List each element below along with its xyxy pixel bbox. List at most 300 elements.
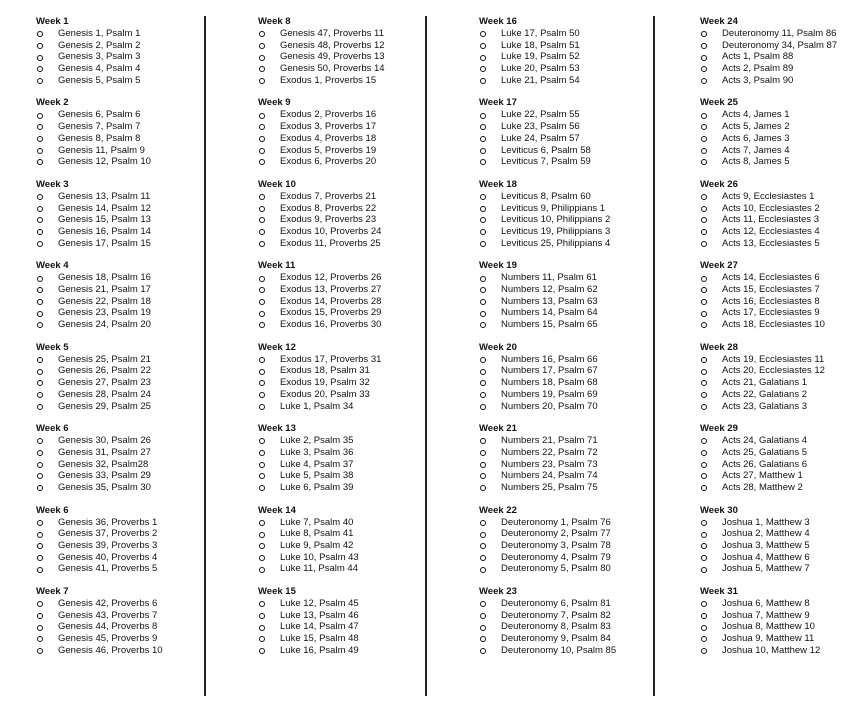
reading-text: Deuteronomy 5, Psalm 80 [501, 563, 611, 575]
reading-text: Luke 6, Psalm 39 [280, 481, 354, 493]
hollow-circle-bullet-icon [259, 567, 265, 573]
reading-item [479, 621, 647, 633]
hollow-circle-bullet-icon [480, 287, 486, 293]
reading-item [258, 552, 418, 564]
reading-text: Genesis 11, Psalm 9 [58, 144, 145, 156]
week-heading: Week 6 [36, 504, 69, 516]
reading-text: Luke 4, Psalm 37 [280, 458, 354, 470]
hollow-circle-bullet-icon [480, 357, 486, 363]
hollow-circle-bullet-icon [701, 532, 707, 538]
hollow-circle-bullet-icon [259, 462, 265, 468]
reading-item [479, 133, 647, 145]
reading-item [479, 191, 647, 203]
reading-text: Genesis 43, Proverbs 7 [58, 609, 158, 621]
reading-text: Leviticus 10, Philippians 2 [501, 214, 611, 226]
hollow-circle-bullet-icon [480, 636, 486, 642]
reading-text: Joshua 10, Matthew 12 [722, 644, 821, 656]
reading-text: Deuteronomy 4, Psalm 79 [501, 551, 611, 563]
reading-item [258, 191, 418, 203]
hollow-circle-bullet-icon [259, 357, 265, 363]
reading-list [36, 598, 196, 656]
reading-text: Genesis 15, Psalm 13 [58, 214, 151, 226]
reading-text: Genesis 22, Psalm 18 [58, 295, 151, 307]
week-block [700, 260, 848, 330]
hollow-circle-bullet-icon [259, 124, 265, 130]
reading-list [479, 517, 647, 575]
reading-item [479, 517, 647, 529]
hollow-circle-bullet-icon [37, 311, 43, 317]
hollow-circle-bullet-icon [480, 217, 486, 223]
hollow-circle-bullet-icon [701, 78, 707, 84]
week-heading: Week 16 [479, 16, 517, 27]
hollow-circle-bullet-icon [701, 520, 707, 526]
reading-item [700, 28, 848, 40]
reading-item [700, 401, 848, 413]
reading-item [258, 563, 418, 575]
reading-item [700, 319, 848, 331]
hollow-circle-bullet-icon [480, 555, 486, 561]
reading-item [700, 40, 848, 52]
reading-item [479, 470, 647, 482]
reading-text: Luke 3, Psalm 36 [280, 446, 354, 458]
week-block [36, 423, 196, 493]
hollow-circle-bullet-icon [701, 392, 707, 398]
reading-item [700, 191, 848, 203]
reading-item [479, 28, 647, 40]
hollow-circle-bullet-icon [701, 322, 707, 328]
hollow-circle-bullet-icon [259, 392, 265, 398]
hollow-circle-bullet-icon [37, 43, 43, 49]
reading-item [479, 63, 647, 75]
hollow-circle-bullet-icon [480, 601, 486, 607]
hollow-circle-bullet-icon [37, 613, 43, 619]
reading-item [479, 435, 647, 447]
week-block [700, 423, 848, 493]
reading-text: Numbers 13, Psalm 63 [501, 295, 598, 307]
reading-item [258, 296, 418, 308]
week-block [479, 97, 647, 167]
week-block [700, 586, 848, 656]
week-block [36, 505, 196, 575]
reading-text: Genesis 48, Proverbs 12 [280, 39, 385, 51]
reading-item [479, 319, 647, 331]
reading-item [700, 598, 848, 610]
reading-item [479, 226, 647, 238]
reading-text: Luke 16, Psalm 49 [280, 644, 359, 656]
reading-text: Genesis 40, Proverbs 4 [58, 551, 158, 563]
hollow-circle-bullet-icon [259, 113, 265, 119]
reading-text: Genesis 14, Psalm 12 [58, 202, 151, 214]
reading-text: Deuteronomy 34, Psalm 87 [722, 39, 838, 51]
reading-item [258, 598, 418, 610]
hollow-circle-bullet-icon [259, 31, 265, 37]
reading-item [36, 296, 196, 308]
hollow-circle-bullet-icon [37, 241, 43, 247]
week-heading: Week 15 [258, 586, 296, 598]
reading-item [36, 51, 196, 63]
week-heading: Week 25 [700, 97, 738, 109]
hollow-circle-bullet-icon [37, 148, 43, 154]
hollow-circle-bullet-icon [259, 78, 265, 84]
reading-item [258, 401, 418, 413]
reading-item [700, 435, 848, 447]
hollow-circle-bullet-icon [701, 543, 707, 549]
hollow-circle-bullet-icon [37, 520, 43, 526]
hollow-circle-bullet-icon [480, 450, 486, 456]
week-heading: Week 31 [700, 586, 738, 598]
hollow-circle-bullet-icon [701, 636, 707, 642]
reading-list [700, 28, 848, 86]
reading-item [36, 307, 196, 319]
reading-list [479, 28, 647, 86]
hollow-circle-bullet-icon [701, 648, 707, 654]
week-heading: Week 1 [36, 16, 69, 27]
hollow-circle-bullet-icon [37, 194, 43, 200]
hollow-circle-bullet-icon [701, 485, 707, 491]
reading-item [479, 459, 647, 471]
reading-item [36, 121, 196, 133]
reading-item [36, 145, 196, 157]
hollow-circle-bullet-icon [259, 159, 265, 165]
reading-item [36, 133, 196, 145]
reading-text: Numbers 19, Psalm 69 [501, 388, 598, 400]
reading-list [700, 435, 848, 493]
reading-text: Genesis 46, Proverbs 10 [58, 644, 163, 656]
hollow-circle-bullet-icon [37, 124, 43, 130]
reading-item [258, 214, 418, 226]
week-block [36, 586, 196, 656]
reading-item [36, 109, 196, 121]
week-block [258, 16, 418, 86]
reading-text: Genesis 12, Psalm 10 [58, 156, 151, 168]
reading-text: Luke 13, Psalm 46 [280, 609, 359, 621]
hollow-circle-bullet-icon [701, 229, 707, 235]
reading-text: Luke 10, Psalm 43 [280, 551, 359, 563]
reading-item [479, 598, 647, 610]
reading-text: Exodus 11, Proverbs 25 [280, 237, 381, 249]
hollow-circle-bullet-icon [259, 543, 265, 549]
hollow-circle-bullet-icon [701, 567, 707, 573]
reading-item [479, 307, 647, 319]
reading-list [258, 272, 418, 330]
reading-item [700, 145, 848, 157]
reading-text: Genesis 24, Psalm 20 [58, 319, 151, 331]
hollow-circle-bullet-icon [701, 113, 707, 119]
reading-item [479, 377, 647, 389]
reading-text: Deuteronomy 10, Psalm 85 [501, 644, 617, 656]
reading-text: Genesis 37, Proverbs 2 [58, 528, 158, 540]
reading-item [258, 40, 418, 52]
reading-text: Exodus 9, Proverbs 23 [280, 214, 377, 226]
week-heading: Week 26 [700, 178, 738, 190]
reading-text: Acts 10, Ecclesiastes 2 [722, 202, 820, 214]
reading-list [36, 354, 196, 412]
reading-text: Numbers 24, Psalm 74 [501, 470, 598, 482]
reading-text: Acts 7, James 4 [722, 144, 790, 156]
week-heading: Week 2 [36, 97, 69, 109]
reading-list [700, 598, 848, 656]
reading-text: Acts 12, Ecclesiastes 4 [722, 225, 820, 237]
week-heading: Week 29 [700, 423, 738, 435]
reading-list [258, 517, 418, 575]
reading-item [700, 645, 848, 657]
reading-item [258, 621, 418, 633]
hollow-circle-bullet-icon [701, 450, 707, 456]
hollow-circle-bullet-icon [259, 555, 265, 561]
reading-text: Genesis 26, Psalm 22 [58, 365, 151, 377]
week-block [258, 423, 418, 493]
reading-item [258, 109, 418, 121]
hollow-circle-bullet-icon [259, 532, 265, 538]
week-block [700, 16, 848, 86]
reading-text: Genesis 23, Psalm 19 [58, 307, 151, 319]
hollow-circle-bullet-icon [37, 636, 43, 642]
column-divider [204, 16, 206, 696]
week-block [700, 342, 848, 412]
reading-text: Genesis 44, Proverbs 8 [58, 621, 158, 633]
reading-text: Acts 9, Ecclesiastes 1 [722, 190, 815, 202]
hollow-circle-bullet-icon [259, 229, 265, 235]
reading-item [36, 517, 196, 529]
hollow-circle-bullet-icon [37, 404, 43, 410]
hollow-circle-bullet-icon [701, 438, 707, 444]
hollow-circle-bullet-icon [480, 311, 486, 317]
reading-item [258, 203, 418, 215]
reading-item [700, 156, 848, 168]
reading-list [36, 28, 196, 86]
hollow-circle-bullet-icon [480, 532, 486, 538]
reading-list [258, 109, 418, 167]
reading-text: Acts 2, Psalm 89 [722, 63, 794, 75]
hollow-circle-bullet-icon [701, 124, 707, 130]
reading-text: Numbers 18, Psalm 68 [501, 377, 598, 389]
reading-text: Acts 23, Galatians 3 [722, 400, 808, 412]
hollow-circle-bullet-icon [701, 357, 707, 363]
hollow-circle-bullet-icon [259, 276, 265, 282]
reading-text: Luke 11, Psalm 44 [280, 563, 358, 575]
reading-item [258, 121, 418, 133]
week-heading: Week 3 [36, 178, 69, 190]
reading-list [258, 354, 418, 412]
reading-text: Exodus 7, Proverbs 21 [280, 190, 377, 202]
reading-list [700, 354, 848, 412]
week-block [479, 260, 647, 330]
week-heading: Week 4 [36, 260, 69, 272]
reading-text: Genesis 4, Psalm 4 [58, 63, 141, 75]
reading-item [479, 75, 647, 87]
hollow-circle-bullet-icon [480, 404, 486, 410]
reading-item [479, 633, 647, 645]
reading-item [258, 133, 418, 145]
hollow-circle-bullet-icon [701, 66, 707, 72]
reading-text: Deuteronomy 7, Psalm 82 [501, 609, 611, 621]
reading-item [700, 63, 848, 75]
hollow-circle-bullet-icon [37, 357, 43, 363]
reading-text: Genesis 35, Psalm 30 [58, 481, 151, 493]
reading-item [479, 389, 647, 401]
reading-item [479, 645, 647, 657]
hollow-circle-bullet-icon [480, 567, 486, 573]
hollow-circle-bullet-icon [480, 543, 486, 549]
reading-item [700, 238, 848, 250]
reading-item [36, 191, 196, 203]
reading-item [479, 145, 647, 157]
hollow-circle-bullet-icon [701, 55, 707, 61]
hollow-circle-bullet-icon [259, 194, 265, 200]
reading-item [700, 307, 848, 319]
reading-text: Leviticus 6, Psalm 58 [501, 144, 591, 156]
reading-item [479, 610, 647, 622]
reading-item [258, 307, 418, 319]
reading-item [700, 389, 848, 401]
reading-text: Numbers 21, Psalm 71 [501, 435, 598, 447]
week-block [36, 16, 196, 86]
reading-list [258, 435, 418, 493]
hollow-circle-bullet-icon [480, 66, 486, 72]
hollow-circle-bullet-icon [480, 276, 486, 282]
week-heading: Week 23 [479, 586, 517, 598]
reading-item [479, 552, 647, 564]
reading-text: Acts 13, Ecclesiastes 5 [722, 237, 820, 249]
reading-text: Joshua 8, Matthew 10 [722, 621, 815, 633]
reading-text: Acts 6, James 3 [722, 132, 790, 144]
hollow-circle-bullet-icon [37, 532, 43, 538]
reading-item [700, 272, 848, 284]
reading-item [258, 470, 418, 482]
week-block [36, 342, 196, 412]
hollow-circle-bullet-icon [701, 462, 707, 468]
reading-text: Numbers 17, Psalm 67 [501, 365, 598, 377]
reading-item [36, 365, 196, 377]
reading-item [36, 447, 196, 459]
reading-text: Luke 21, Psalm 54 [501, 74, 580, 86]
hollow-circle-bullet-icon [480, 369, 486, 375]
reading-item [479, 296, 647, 308]
reading-item [36, 226, 196, 238]
hollow-circle-bullet-icon [259, 450, 265, 456]
reading-text: Joshua 2, Matthew 4 [722, 528, 810, 540]
hollow-circle-bullet-icon [701, 31, 707, 37]
hollow-circle-bullet-icon [701, 380, 707, 386]
hollow-circle-bullet-icon [480, 159, 486, 165]
reading-text: Leviticus 8, Psalm 60 [501, 190, 591, 202]
reading-text: Luke 22, Psalm 55 [501, 109, 580, 121]
reading-text: Acts 21, Galatians 1 [722, 377, 808, 389]
reading-text: Acts 4, James 1 [722, 109, 790, 121]
week-block [479, 342, 647, 412]
reading-list [479, 109, 647, 167]
hollow-circle-bullet-icon [480, 392, 486, 398]
reading-item [36, 156, 196, 168]
reading-item [258, 633, 418, 645]
reading-item [479, 156, 647, 168]
reading-text: Exodus 18, Psalm 31 [280, 365, 370, 377]
hollow-circle-bullet-icon [37, 78, 43, 84]
week-heading: Week 20 [479, 341, 517, 353]
reading-text: Genesis 28, Psalm 24 [58, 388, 151, 400]
hollow-circle-bullet-icon [701, 625, 707, 631]
hollow-circle-bullet-icon [701, 311, 707, 317]
reading-item [258, 377, 418, 389]
reading-column-2 [258, 16, 418, 668]
hollow-circle-bullet-icon [259, 636, 265, 642]
reading-text: Genesis 42, Proverbs 6 [58, 598, 158, 610]
reading-item [700, 377, 848, 389]
reading-text: Luke 19, Psalm 52 [501, 51, 580, 63]
hollow-circle-bullet-icon [37, 648, 43, 654]
week-block [479, 423, 647, 493]
reading-text: Acts 27, Matthew 1 [722, 470, 803, 482]
week-heading: Week 12 [258, 341, 296, 353]
reading-list [258, 28, 418, 86]
reading-text: Acts 19, Ecclesiastes 11 [722, 353, 825, 365]
reading-item [36, 645, 196, 657]
reading-text: Acts 14, Ecclesiastes 6 [722, 272, 820, 284]
reading-text: Numbers 20, Psalm 70 [501, 400, 598, 412]
hollow-circle-bullet-icon [480, 194, 486, 200]
hollow-circle-bullet-icon [480, 78, 486, 84]
reading-text: Acts 28, Matthew 2 [722, 481, 803, 493]
hollow-circle-bullet-icon [259, 287, 265, 293]
hollow-circle-bullet-icon [259, 380, 265, 386]
reading-text: Exodus 12, Proverbs 26 [280, 272, 382, 284]
reading-item [36, 377, 196, 389]
reading-item [36, 552, 196, 564]
hollow-circle-bullet-icon [701, 159, 707, 165]
hollow-circle-bullet-icon [259, 217, 265, 223]
reading-item [36, 203, 196, 215]
hollow-circle-bullet-icon [480, 148, 486, 154]
reading-text: Exodus 16, Proverbs 30 [280, 319, 382, 331]
hollow-circle-bullet-icon [259, 601, 265, 607]
reading-text: Genesis 39, Proverbs 3 [58, 540, 158, 551]
reading-item [258, 272, 418, 284]
reading-text: Joshua 4, Matthew 6 [722, 551, 810, 563]
hollow-circle-bullet-icon [37, 229, 43, 235]
reading-item [700, 51, 848, 63]
reading-list [479, 191, 647, 249]
reading-item [700, 75, 848, 87]
reading-text: Luke 12, Psalm 45 [280, 598, 359, 610]
reading-text: Numbers 22, Psalm 72 [501, 446, 598, 458]
hollow-circle-bullet-icon [37, 462, 43, 468]
reading-item [36, 75, 196, 87]
reading-item [36, 389, 196, 401]
reading-text: Acts 20, Ecclesiastes 12 [722, 365, 825, 377]
reading-text: Leviticus 19, Philippians 3 [501, 225, 611, 237]
hollow-circle-bullet-icon [701, 369, 707, 375]
reading-text: Deuteronomy 2, Psalm 77 [501, 528, 611, 540]
reading-item [479, 284, 647, 296]
hollow-circle-bullet-icon [480, 485, 486, 491]
reading-text: Luke 5, Psalm 38 [280, 470, 354, 482]
reading-text: Genesis 25, Psalm 21 [58, 353, 151, 365]
reading-list [479, 598, 647, 656]
hollow-circle-bullet-icon [480, 55, 486, 61]
reading-item [700, 540, 848, 552]
week-heading: Week 18 [479, 178, 517, 190]
reading-item [36, 528, 196, 540]
reading-item [700, 517, 848, 529]
week-block [700, 179, 848, 249]
reading-list [36, 272, 196, 330]
hollow-circle-bullet-icon [37, 66, 43, 72]
reading-text: Luke 14, Psalm 47 [280, 621, 359, 633]
hollow-circle-bullet-icon [37, 438, 43, 444]
reading-text: Deuteronomy 1, Psalm 76 [501, 516, 611, 528]
reading-item [36, 63, 196, 75]
week-heading: Week 11 [258, 260, 296, 272]
